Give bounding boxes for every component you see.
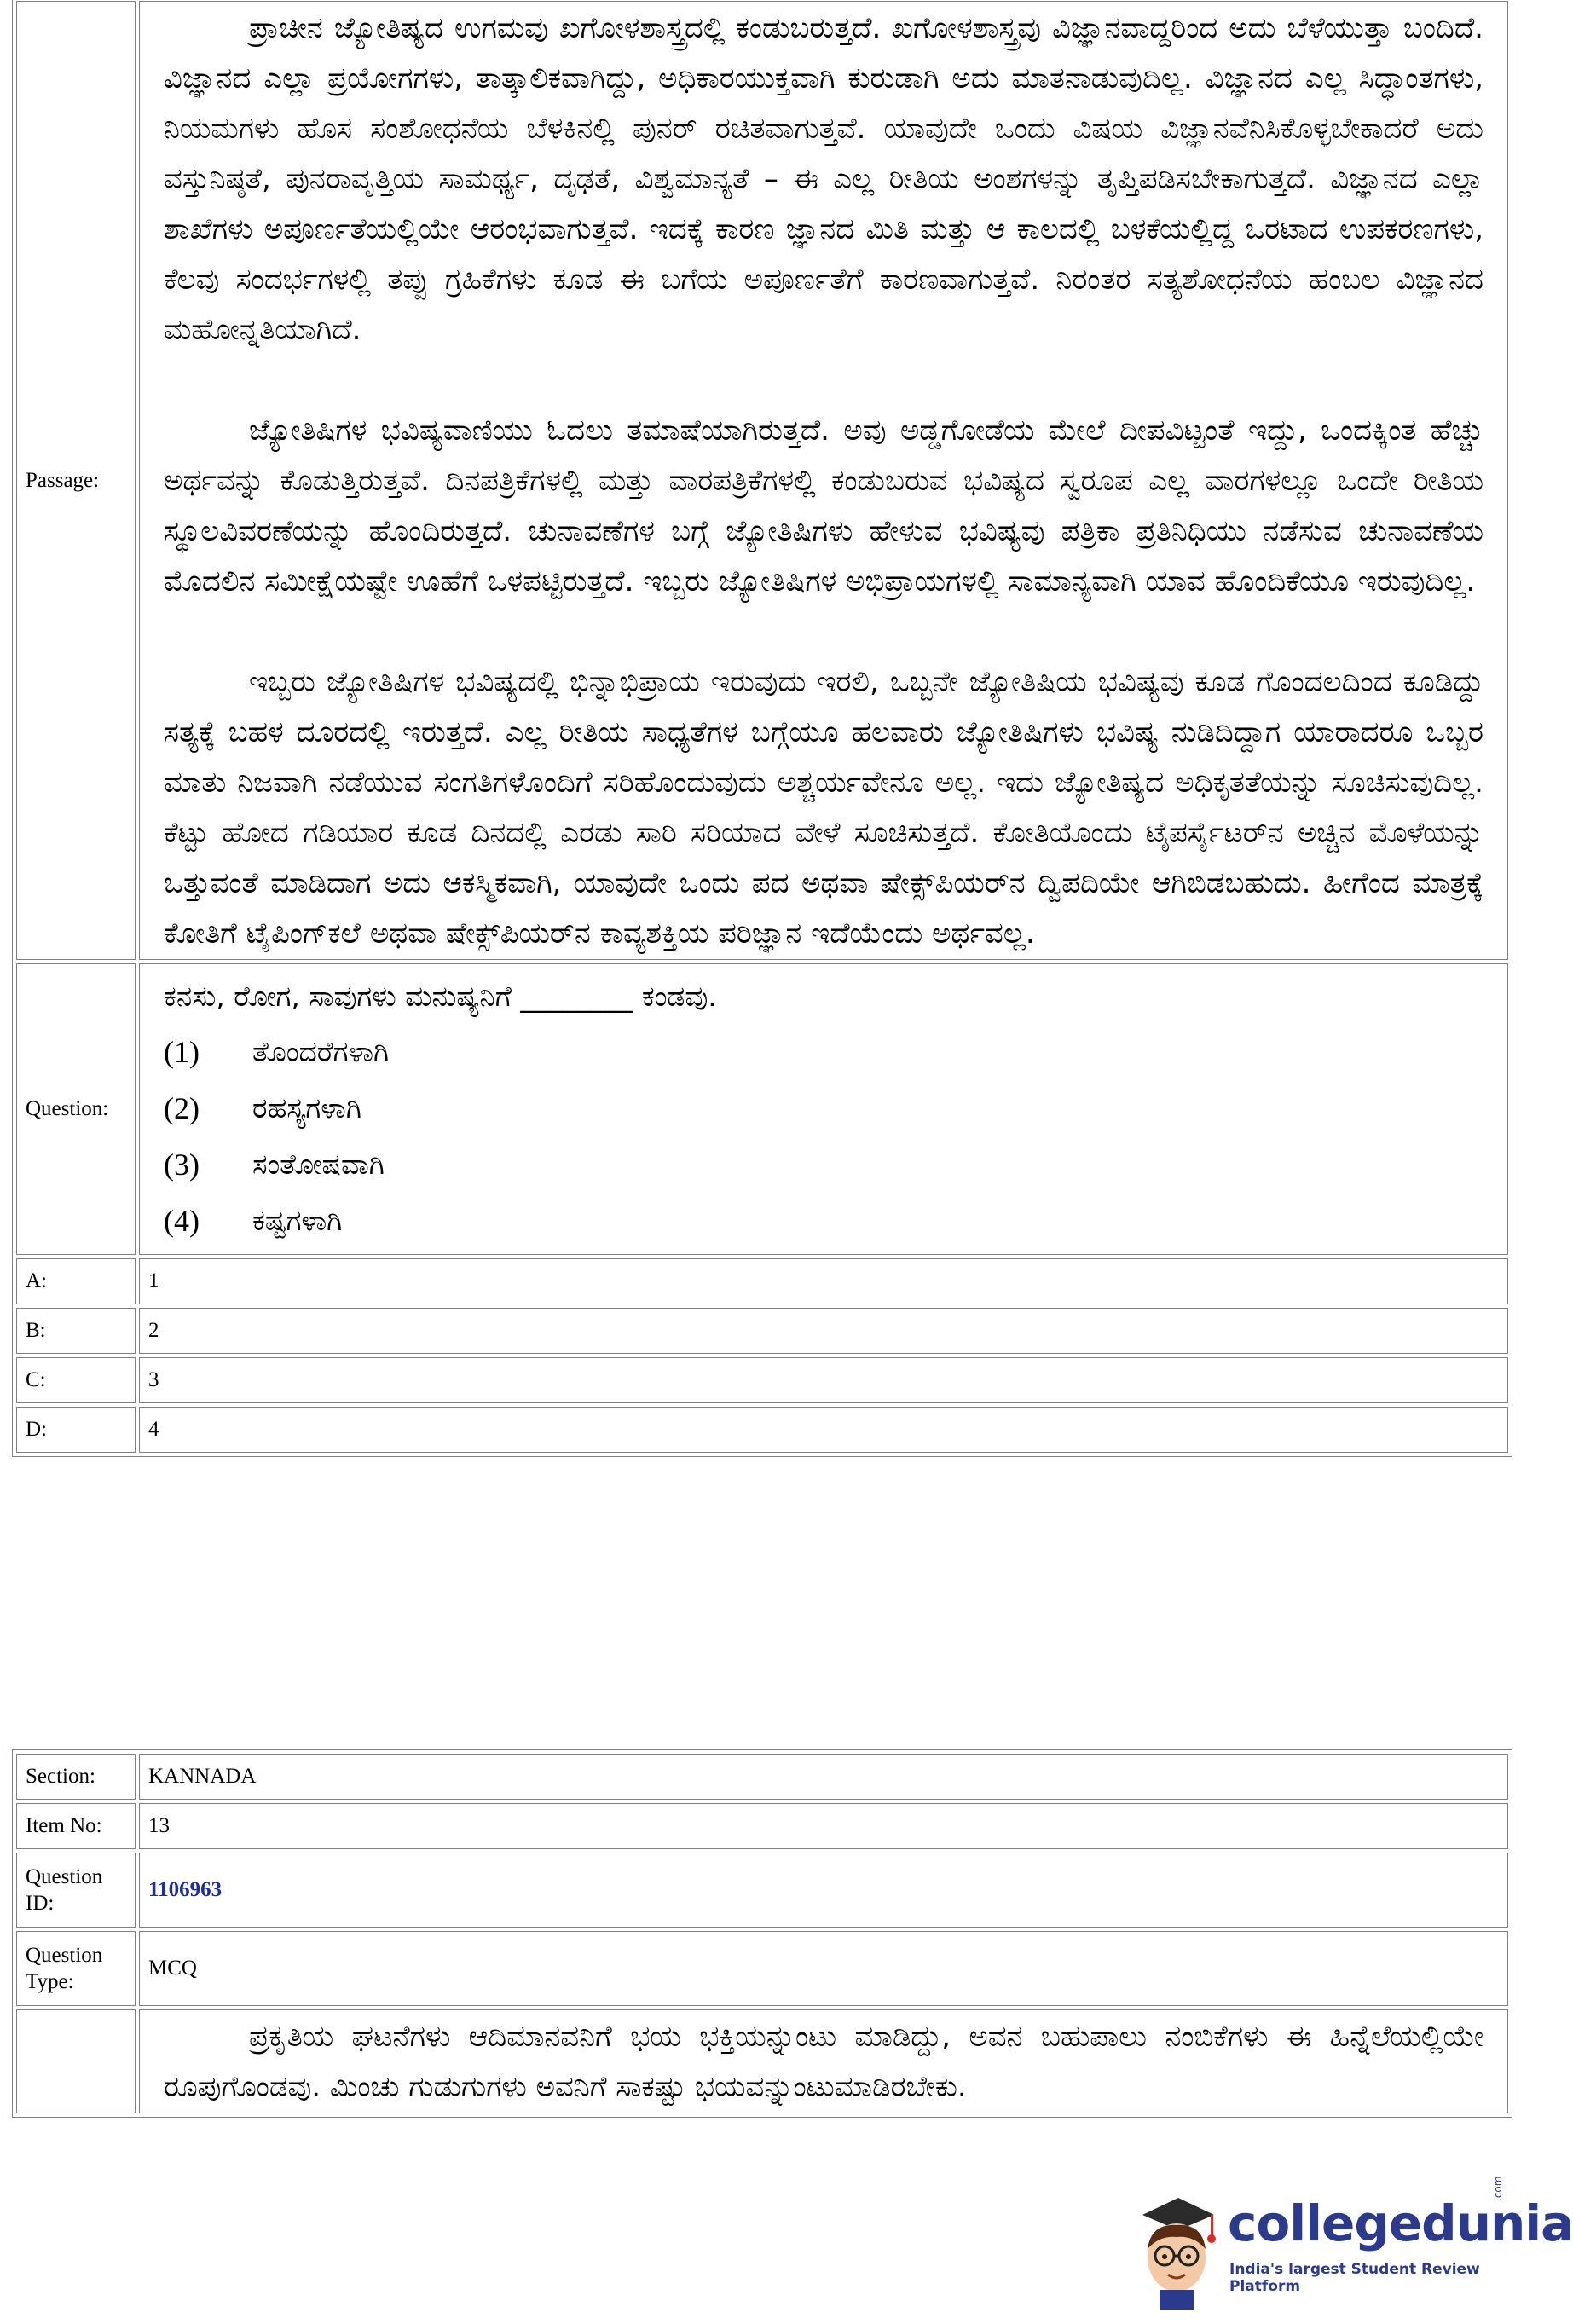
question-type-label: Question Type:	[16, 1931, 136, 2006]
item-13-clip	[0, 1749, 1522, 2159]
question-cell	[139, 963, 1508, 1255]
answer-row-d	[16, 1407, 1508, 1453]
answer-b-value: 2	[139, 1308, 1508, 1354]
answer-a-value: 1	[139, 1258, 1508, 1304]
item-13-table	[12, 1749, 1512, 2118]
question-label: Question:	[16, 963, 136, 1255]
option-1	[164, 1024, 1483, 1080]
question-row	[16, 963, 1508, 1255]
passage-paragraph-1: ಪ್ರಾಚೀನ ಜ್ಯೋತಿಷ್ಯದ ಉಗಮವು ಖಗೋಳಶಾಸ್ತ್ರದಲ್ಲಿ ಕಂಡುಬರುತ್ತದೆ. ಖಗೋಳಶಾಸ್ತ್ರವು ವಿಜ್ಞಾನವಾದ್ದರಿಂದ ಅದು ಬೆಳೆಯುತ್ತಾ ಬಂದಿದೆ. ವಿಜ್ಞಾನದ ಎಲ್ಲಾ ಪ್ರಯೋಗಗಳು, ತಾತ್ಕಾಲಿಕವಾಗಿದ್ದು, ಅಧಿಕಾರಯುಕ್ತವಾಗಿ ಕುರುಡಾಗಿ ಅದು ಮಾತನಾಡುವುದಿಲ್ಲ. ವಿಜ್ಞಾನದ ಎಲ್ಲ ಸಿದ್ಧಾಂತಗಳು, ನಿಯಮಗಳು ಹೊಸ ಸಂಶೋಧನೆಯ ಬೆಳಕಿನಲ್ಲಿ ಪುನರ್ ರಚಿತವಾಗುತ್ತವೆ. ಯಾವುದೇ ಒಂದು ವಿಷಯ ವಿಜ್ಞಾನವೆನಿಸಿಕೊಳ್ಳಬೇಕಾದರೆ ಅದು ವಸ್ತುನಿಷ್ಠತೆ, ಪುನರಾವೃತ್ತಿಯ ಸಾಮರ್ಥ್ಯ, ದೃಢತೆ, ವಿಶ್ವಮಾನ್ಯತೆ – ಈ ಎಲ್ಲ ರೀತಿಯ ಅಂಶಗಳನ್ನು ತೃಪ್ತಿಪಡಿಸಬೇಕಾಗುತ್ತದೆ. ವಿಜ್ಞಾನದ ಎಲ್ಲಾ ಶಾಖೆಗಳು ಅಪೂರ್ಣತೆಯಲ್ಲಿಯೇ ಆರಂಭವಾಗುತ್ತವೆ. ಇದಕ್ಕೆ ಕಾರಣ ಜ್ಞಾನದ ಮಿತಿ ಮತ್ತು ಆ ಕಾಲದಲ್ಲಿ ಬಳಕೆಯಲ್ಲಿದ್ದ ಒರಟಾದ ಉಪಕರಣಗಳು, ಕೆಲವು ಸಂದರ್ಭಗಳಲ್ಲಿ ತಪ್ಪು ಗ್ರಹಿಕೆಗಳು ಕೂಡ ಈ ಬಗೆಯ ಅಪೂರ್ಣತೆಗೆ ಕಾರಣವಾಗುತ್ತವೆ. ನಿರಂತರ ಸತ್ಯಶೋಧನೆಯ ಹಂಬಲ ವಿಜ್ಞಾನದ ಮಹೋನ್ನತಿಯಾಗಿದೆ.	[164, 11, 1483, 347]
option-1-text: ತೊಂದರೆಗಳಾಗಿ	[252, 1035, 390, 1068]
item-no-row	[16, 1803, 1508, 1849]
section-value: KANNADA	[139, 1754, 1508, 1800]
section-row	[16, 1754, 1508, 1800]
answer-d-label: D:	[16, 1407, 136, 1453]
passage-text-13	[139, 2009, 1508, 2113]
answer-row-a	[16, 1258, 1508, 1304]
passage-label-13	[16, 2009, 136, 2113]
passage-paragraph-2: ಜ್ಯೋತಿಷಿಗಳ ಭವಿಷ್ಯವಾಣಿಯು ಓದಲು ತಮಾಷೆಯಾಗಿರುತ್ತದೆ. ಅವು ಅಡ್ಡಗೋಡೆಯ ಮೇಲೆ ದೀಪವಿಟ್ಟಂತೆ ಇದ್ದು, ಒಂದಕ್ಕಿಂತ ಹೆಚ್ಚು ಅರ್ಥವನ್ನು ಕೊಡುತ್ತಿರುತ್ತವೆ. ದಿನಪತ್ರಿಕೆಗಳಲ್ಲಿ ಮತ್ತು ವಾರಪತ್ರಿಕೆಗಳಲ್ಲಿ ಕಂಡುಬರುವ ಭವಿಷ್ಯದ ಸ್ವರೂಪ ಎಲ್ಲ ವಾರಗಳಲ್ಲೂ ಒಂದೇ ರೀತಿಯ ಸ್ಥೂಲವಿವರಣೆಯನ್ನು ಹೊಂದಿರುತ್ತದೆ. ಚುನಾವಣೆಗಳ ಬಗ್ಗೆ ಜ್ಯೋತಿಷಿಗಳು ಹೇಳುವ ಭವಿಷ್ಯವು ಪತ್ರಿಕಾ ಪ್ರತಿನಿಧಿಯು ನಡೆಸುವ ಚುನಾವಣೆಯ ಮೊದಲಿನ ಸಮೀಕ್ಷೆಯಷ್ಟೇ ಊಹೆಗೆ ಒಳಪಟ್ಟಿರುತ್ತದೆ. ಇಬ್ಬರು ಜ್ಯೋತಿಷಿಗಳ ಅಭಿಪ್ರಾಯಗಳಲ್ಲಿ ಸಾಮಾನ್ಯವಾಗಿ ಯಾವ ಹೊಂದಿಕೆಯೂ ಇರುವುದಿಲ್ಲ.	[164, 413, 1483, 598]
brand-suffix: .com	[1492, 2176, 1504, 2201]
answer-d-value: 4	[139, 1407, 1508, 1453]
item-no-label: Item No:	[16, 1803, 136, 1849]
answer-c-label: C:	[16, 1357, 136, 1403]
option-2	[164, 1080, 1483, 1136]
answer-row-b	[16, 1308, 1508, 1354]
question-id-value: 1106963	[139, 1853, 1508, 1928]
passage-row	[16, 1, 1508, 960]
student-mascot-icon	[1125, 2182, 1228, 2310]
brand-name: collegedunia	[1228, 2194, 1573, 2252]
option-3	[164, 1136, 1483, 1193]
option-2-number: (2)	[164, 1091, 200, 1125]
option-4-number: (4)	[164, 1204, 200, 1238]
passage-row-13	[16, 2009, 1508, 2113]
question-id-label: Question ID:	[16, 1853, 136, 1928]
question-type-value: MCQ	[139, 1931, 1508, 2006]
answer-b-label: B:	[16, 1308, 136, 1354]
passage-label: Passage:	[16, 1, 136, 960]
passage-paragraph-3: ಇಬ್ಬರು ಜ್ಯೋತಿಷಿಗಳ ಭವಿಷ್ಯದಲ್ಲಿ ಭಿನ್ನಾಭಿಪ್ರಾಯ ಇರುವುದು ಇರಲಿ, ಒಬ್ಬನೇ ಜ್ಯೋತಿಷಿಯ ಭವಿಷ್ಯವು ಕೂಡ ಗೊಂದಲದಿಂದ ಕೂಡಿದ್ದು ಸತ್ಯಕ್ಕೆ ಬಹಳ ದೂರದಲ್ಲಿ ಇರುತ್ತದೆ. ಎಲ್ಲ ರೀತಿಯ ಸಾಧ್ಯತೆಗಳ ಬಗ್ಗೆಯೂ ಹಲವಾರು ಜ್ಯೋತಿಷಿಗಳು ಭವಿಷ್ಯ ನುಡಿದಿದ್ದಾಗ ಯಾರಾದರೂ ಒಬ್ಬರ ಮಾತು ನಿಜವಾಗಿ ನಡೆಯುವ ಸಂಗತಿಗಳೊಂದಿಗೆ ಸರಿಹೊಂದುವುದು ಅಶ್ಚರ್ಯವೇನೂ ಅಲ್ಲ. ಇದು ಜ್ಯೋತಿಷ್ಯದ ಅಧಿಕೃತತೆಯನ್ನು ಸೂಚಿಸುವುದಿಲ್ಲ. ಕೆಟ್ಟು ಹೋದ ಗಡಿಯಾರ ಕೂಡ ದಿನದಲ್ಲಿ ಎರಡು ಸಾರಿ ಸರಿಯಾದ ವೇಳೆ ಸೂಚಿಸುತ್ತದೆ. ಕೋತಿಯೊಂದು ಟೈಪರ್ಸೈಟರ್‌ನ ಅಚ್ಚಿನ ಮೊಳೆಯನ್ನು ಒತ್ತುವಂತೆ ಮಾಡಿದಾಗ ಅದು ಆಕಸ್ಮಿಕವಾಗಿ, ಯಾವುದೇ ಒಂದು ಪದ ಅಥವಾ ಷೇಕ್ಸ್‌ಪಿಯರ್‌ನ ದ್ವಿಪದಿಯೇ ಆಗಿಬಿಡಬಹುದು. ಹೀಗೆಂದ ಮಾತ್ರಕ್ಕೆ ಕೋತಿಗೆ ಟೈಪಿಂಗ್‌ಕಲೆ ಅಥವಾ ಷೇಕ್ಸ್‌ಪಿಯರ್‌ನ ಕಾವ್ಯಶಕ್ತಿಯ ಪರಿಜ್ಞಾನ ಇದೆಯೆಂದು ಅರ್ಥವಲ್ಲ.	[164, 665, 1483, 951]
item-12-table	[12, 0, 1512, 1457]
item-no-value: 13	[139, 1803, 1508, 1849]
option-3-number: (3)	[164, 1148, 200, 1182]
brand-tagline: India's largest Student Review Platform	[1229, 2261, 1480, 2295]
answer-a-label: A:	[16, 1258, 136, 1304]
question-type-row	[16, 1931, 1508, 2006]
question-text: ಕನಸು, ರೋಗ, ಸಾವುಗಳು ಮನುಷ್ಯನಿಗೆ ________ ಕಂಡವು.	[164, 980, 717, 1013]
question-id-row	[16, 1853, 1508, 1928]
option-4	[164, 1193, 1483, 1249]
option-3-text: ಸಂತೋಷವಾಗಿ	[252, 1148, 385, 1181]
passage-13-paragraph-1: ಪ್ರಕೃತಿಯ ಘಟನೆಗಳು ಆದಿಮಾನವನಿಗೆ ಭಯ ಭಕ್ತಿಯನ್ನುಂಟು ಮಾಡಿದ್ದು, ಅವನ ಬಹುಪಾಲು ನಂಬಿಕೆಗಳು ಈ ಹಿನ್ನೆಲೆಯಲ್ಲಿಯೇ ರೂಪುಗೊಂಡವು. ಮಿಂಚು ಗುಡುಗುಗಳು ಅವನಿಗೆ ಸಾಕಷ್ಟು ಭಯವನ್ನುಂಟುಮಾಡಿರಬೇಕು.	[164, 2020, 1483, 2104]
section-label: Section:	[16, 1754, 136, 1800]
answer-row-c	[16, 1357, 1508, 1403]
passage-text	[139, 1, 1508, 960]
option-1-number: (1)	[164, 1035, 200, 1069]
collegedunia-logo	[1125, 2176, 1573, 2319]
answer-c-value: 3	[139, 1357, 1508, 1403]
option-4-text: ಕಷ್ಟಗಳಾಗಿ	[252, 1204, 343, 1237]
option-2-text: ರಹಸ್ಯಗಳಾಗಿ	[252, 1091, 361, 1124]
